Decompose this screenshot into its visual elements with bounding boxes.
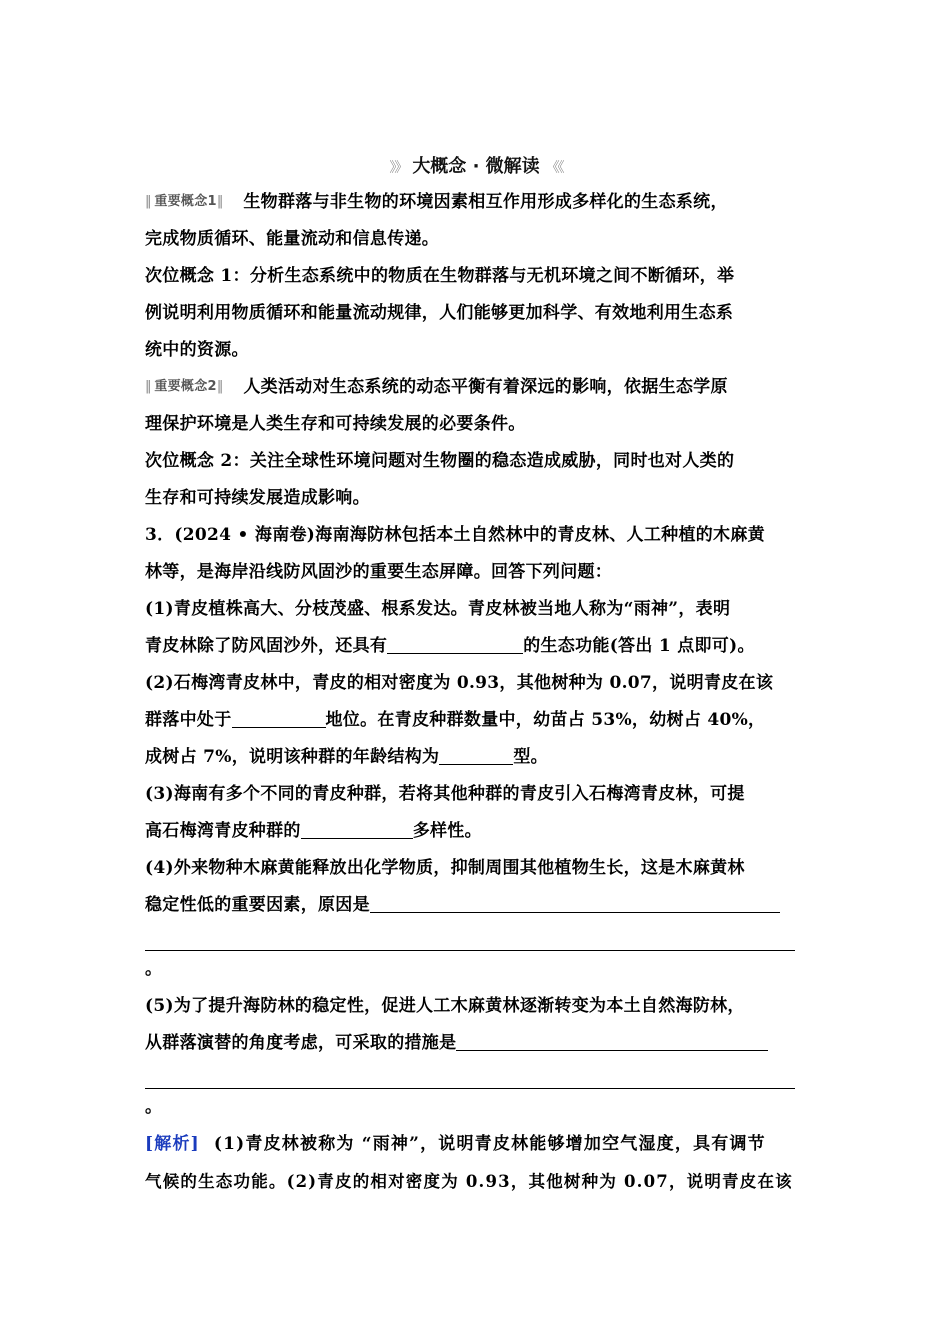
concept1-line1: ‖ 重要概念1‖ 生物群落与非生物的环境因素相互作用形成多样化的生态系统， <box>145 192 728 212</box>
q1-line2: 青皮林除了防风固沙外，还具有 的生态功能(答出 1 点即可)。 <box>145 628 807 665</box>
q2-answer-blank-1[interactable] <box>232 707 326 728</box>
q5-answer-blank-1[interactable] <box>456 1030 768 1051</box>
q4-answer-blank-2[interactable] <box>145 924 795 951</box>
q5-line2: 从群落演替的角度考虑，可采取的措施是 <box>145 1025 807 1062</box>
sub1-line1: 次位概念 1：分析生态系统中的物质在生物群落与无机环境之间不断循环，举 <box>145 266 735 286</box>
q4-line1: (4)外来物种木麻黄能释放出化学物质，抑制周围其他植物生长，这是木麻黄林 <box>145 858 745 878</box>
question-number: 3．(2024 • 海南卷) <box>145 525 316 545</box>
q1-answer-blank[interactable] <box>387 633 523 654</box>
concept1-badge: ‖ 重要概念1‖ <box>145 194 222 209</box>
analysis-line1: [解析] (1)青皮林被称为 “雨神”，说明青皮林能够增加空气湿度，具有调节 <box>145 1134 766 1154</box>
sub2-line1: 次位概念 2：关注全球性环境问题对生物圈的稳态造成威胁，同时也对人类的 <box>145 451 735 471</box>
q1-line1: (1)青皮植株高大、分枝茂盛、根系发达。青皮林被当地人称为“雨神”，表明 <box>145 599 731 619</box>
q4-end: 。 <box>145 959 163 979</box>
section-title-text: 大概念 · 微解读 <box>412 156 540 177</box>
concept1-line2: 完成物质循环、能量流动和信息传递。 <box>145 229 440 249</box>
analysis-line2: 气候的生态功能。(2)青皮的相对密度为 0.93，其他树种为 0.07，说明青皮在该 <box>145 1172 793 1191</box>
q2-line2: 群落中处于 地位。在青皮种群数量中，幼苗占 53%，幼树占 40%， <box>145 702 807 739</box>
q2-line1: (2)石梅湾青皮林中，青皮的相对密度为 0.93，其他树种为 0.07，说明青皮在该 <box>145 673 774 693</box>
document-page <box>145 150 807 1200</box>
q4-line2: 稳定性低的重要因素，原因是 <box>145 887 807 924</box>
left-decoration: 》》 <box>389 160 407 176</box>
q5-answer-blank-2[interactable] <box>145 1062 795 1089</box>
question-stem-line1: 3．(2024 • 海南卷)海南海防林包括本土自然林中的青皮林、人工种植的木麻黄 <box>145 525 765 545</box>
concept2-badge: ‖ 重要概念2‖ <box>145 379 222 394</box>
q3-line2: 高石梅湾青皮种群的 多样性。 <box>145 813 807 850</box>
sub1-line2: 例说明利用物质循环和能量流动规律，人们能够更加科学、有效地利用生态系 <box>145 303 734 323</box>
concept2-line2: 理保护环境是人类生存和可持续发展的必要条件。 <box>145 414 526 434</box>
q3-answer-blank[interactable] <box>301 818 413 839</box>
sub1-line3: 统中的资源。 <box>145 340 249 360</box>
q2-answer-blank-2[interactable] <box>439 744 513 765</box>
question-stem-line2: 林等，是海岸沿线防风固沙的重要生态屏障。回答下列问题： <box>145 562 613 582</box>
q4-answer-blank-1[interactable] <box>370 892 780 913</box>
q3-line1: (3)海南有多个不同的青皮种群，若将其他种群的青皮引入石梅湾青皮林，可提 <box>145 784 745 804</box>
analysis-label: [解析] <box>145 1134 200 1154</box>
sub2-line2: 生存和可持续发展造成影响。 <box>145 488 370 508</box>
q5-line1: (5)为了提升海防林的稳定性，促进人工木麻黄林逐渐转变为本土自然海防林， <box>145 996 745 1016</box>
q2-line3: 成树占 7%，说明该种群的年龄结构为 型。 <box>145 739 807 776</box>
concept2-line1: ‖ 重要概念2‖ 人类活动对生态系统的动态平衡有着深远的影响，依据生态学原 <box>145 377 728 397</box>
right-decoration: 《《 <box>545 160 563 176</box>
q5-end: 。 <box>145 1097 163 1117</box>
section-title <box>145 150 807 184</box>
